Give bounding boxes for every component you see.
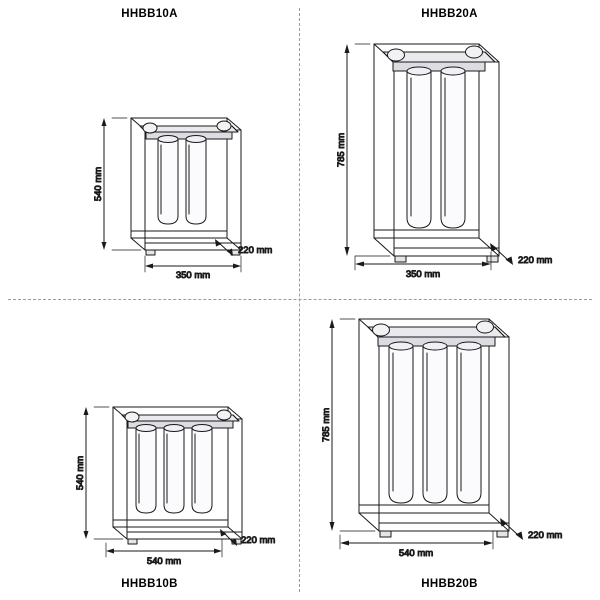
figure-hhbb10a — [0, 0, 299, 299]
dim-depth-hhbb10a: 220 mm — [238, 245, 273, 256]
dim-height-hhbb10a: 540 mm — [93, 166, 104, 202]
panel-hhbb20a — [299, 0, 600, 299]
figure-hhbb10b — [0, 299, 299, 600]
dim-depth-hhbb10b: 220 mm — [241, 535, 276, 546]
dim-depth-hhbb20b: 220 mm — [528, 530, 563, 541]
panel-title-hhbb10a: HHBB10A — [121, 8, 178, 20]
dim-width-hhbb10a: 350 mm — [175, 270, 211, 281]
panel-hhbb10a — [0, 0, 299, 299]
panel-title-hhbb20a: HHBB20A — [421, 8, 478, 20]
panel-hhbb10b — [0, 299, 299, 600]
dim-width-hhbb20b: 540 mm — [398, 548, 434, 559]
dim-height-hhbb10b: 540 mm — [75, 455, 86, 491]
panel-title-hhbb20b: HHBB20B — [421, 578, 478, 590]
panel-title-hhbb10b: HHBB10B — [121, 578, 178, 590]
dim-height-hhbb20b: 785 mm — [321, 407, 332, 443]
panel-hhbb20b — [299, 299, 600, 600]
dim-depth-hhbb20a: 220 mm — [518, 255, 553, 266]
figure-hhbb20b — [299, 299, 600, 600]
dim-width-hhbb10b: 540 mm — [146, 556, 182, 567]
dim-height-hhbb20a: 785 mm — [336, 132, 347, 168]
dim-width-hhbb20a: 350 mm — [405, 269, 441, 280]
figure-hhbb20a — [299, 0, 600, 299]
